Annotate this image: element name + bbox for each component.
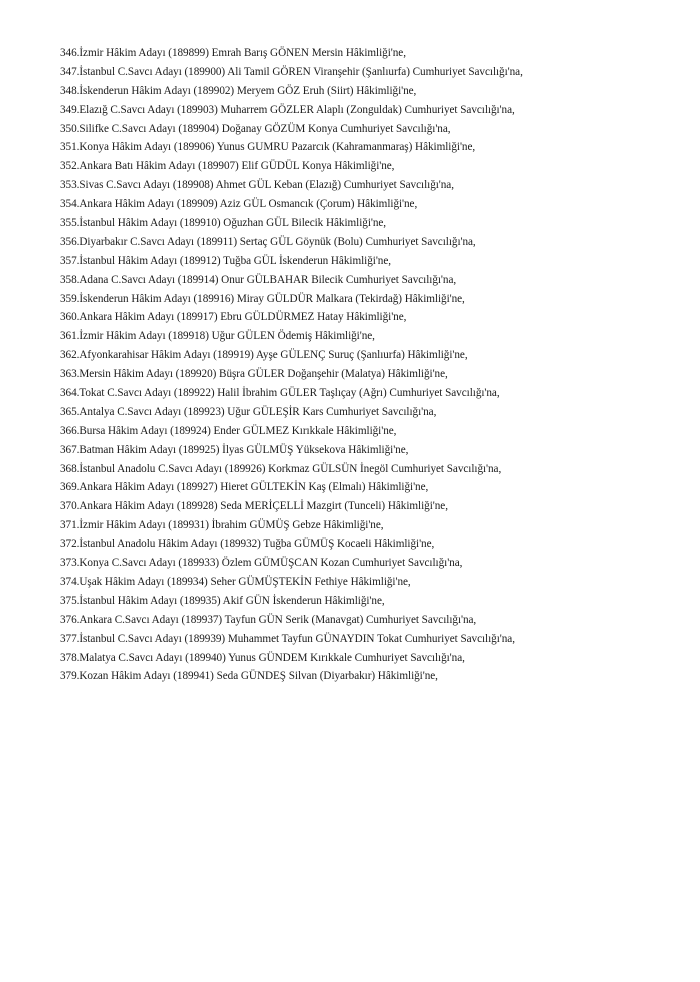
list-item: 370.Ankara Hâkim Adayı (189928) Seda MERİÇELLİ Mazgirt (Tunceli) Hâkimliği'ne, [60,500,448,513]
list-item: 373.Konya C.Savcı Adayı (189933) Özlem GÜMÜŞCAN Kozan Cumhuriyet Savcılığı'na, [60,557,463,570]
appointment-list [60,44,660,686]
list-item: 359.İskenderun Hâkim Adayı (189916) Miray GÜLDÜR Malkara (Tekirdağ) Hâkimliği'ne, [60,292,465,305]
list-item: 363.Mersin Hâkim Adayı (189920) Büşra GÜLER Doğanşehir (Malatya) Hâkimliği'ne, [60,368,448,381]
list-item: 349.Elazığ C.Savcı Adayı (189903) Muharrem GÖZLER Alaplı (Zonguldak) Cumhuriyet Savcılığı'na, [60,103,515,116]
list-item: 350.Silifke C.Savcı Adayı (189904) Doğanay GÖZÜM Konya Cumhuriyet Savcılığı'na, [60,122,451,135]
list-item: 357.İstanbul Hâkim Adayı (189912) Tuğba GÜL İskenderun Hâkimliği'ne, [60,254,391,267]
list-item: 369.Ankara Hâkim Adayı (189927) Hieret GÜLTEKİN Kaş (Elmalı) Hâkimliği'ne, [60,481,429,494]
list-item: 355.İstanbul Hâkim Adayı (189910) Oğuzhan GÜL Bilecik Hâkimliği'ne, [60,217,387,230]
list-item: 353.Sivas C.Savcı Adayı (189908) Ahmet GÜL Keban (Elazığ) Cumhuriyet Savcılığı'na, [60,179,454,192]
list-item: 348.İskenderun Hâkim Adayı (189902) Meryem GÖZ Eruh (Siirt) Hâkimliği'ne, [60,84,417,97]
list-item: 346.İzmir Hâkim Adayı (189899) Emrah Barış GÖNEN Mersin Hâkimliği'ne, [60,47,406,59]
list-item: 378.Malatya C.Savcı Adayı (189940) Yunus GÜNDEM Kırıkkale Cumhuriyet Savcılığı'na, [60,651,465,664]
list-item: 375.İstanbul Hâkim Adayı (189935) Akif GÜN İskenderun Hâkimliği'ne, [60,594,385,607]
list-item: 365.Antalya C.Savcı Adayı (189923) Uğur GÜLEŞİR Kars Cumhuriyet Savcılığı'na, [60,405,437,418]
list-item: 366.Bursa Hâkim Adayı (189924) Ender GÜLMEZ Kırıkkale Hâkimliği'ne, [60,424,397,437]
list-item: 358.Adana C.Savcı Adayı (189914) Onur GÜLBAHAR Bilecik Cumhuriyet Savcılığı'na, [60,273,457,286]
list-item: 372.İstanbul Anadolu Hâkim Adayı (189932) Tuğba GÜMÜŞ Kocaeli Hâkimliği'ne, [60,538,435,551]
list-item: 356.Diyarbakır C.Savcı Adayı (189911) Sertaç GÜL Göynük (Bolu) Cumhuriyet Savcılığı'na, [60,235,476,248]
list-item: 376.Ankara C.Savcı Adayı (189937) Tayfun GÜN Serik (Manavgat) Cumhuriyet Savcılığı'na, [60,613,477,626]
list-item: 374.Uşak Hâkim Adayı (189934) Seher GÜMÜŞTEKİN Fethiye Hâkimliği'ne, [60,575,411,588]
list-item: 377.İstanbul C.Savcı Adayı (189939) Muhammet Tayfun GÜNAYDIN Tokat Cumhuriyet Savcılığı'na, [60,632,515,645]
list-item: 354.Ankara Hâkim Adayı (189909) Aziz GÜL Osmancık (Çorum) Hâkimliği'ne, [60,198,418,211]
list-item: 379.Kozan Hâkim Adayı (189941) Seda GÜNDEŞ Silvan (Diyarbakır) Hâkimliği'ne, [60,670,438,683]
list-item: 371.İzmir Hâkim Adayı (189931) İbrahim GÜMÜŞ Gebze Hâkimliği'ne, [60,519,384,532]
list-item: 361.İzmir Hâkim Adayı (189918) Uğur GÜLEN Ödemiş Hâkimliği'ne, [60,330,375,343]
list-item: 367.Batman Hâkim Adayı (189925) İlyas GÜLMÜŞ Yüksekova Hâkimliği'ne, [60,443,409,456]
list-item: 364.Tokat C.Savcı Adayı (189922) Halil İbrahim GÜLER Taşlıçay (Ağrı) Cumhuriyet Savcılığı'na, [60,387,500,400]
list-item: 351.Konya Hâkim Adayı (189906) Yunus GUMRU Pazarcık (Kahramanmaraş) Hâkimliği'ne, [60,141,476,154]
list-item: 360.Ankara Hâkim Adayı (189917) Ebru GÜLDÜRMEZ Hatay Hâkimliği'ne, [60,311,407,324]
list-item: 352.Ankara Batı Hâkim Adayı (189907) Elif GÜDÜL Konya Hâkimliği'ne, [60,160,395,173]
list-item: 347.İstanbul C.Savcı Adayı (189900) Ali Tamil GÖREN Viranşehir (Şanlıurfa) Cumhuriyet Savcılığı'na, [60,65,523,78]
list-item: 362.Afyonkarahisar Hâkim Adayı (189919) Ayşe GÜLENÇ Suruç (Şanlıurfa) Hâkimliği'ne, [60,349,468,362]
list-item: 368.İstanbul Anadolu C.Savcı Adayı (189926) Korkmaz GÜLSÜN İnegöl Cumhuriyet Savcılığı'na, [60,462,502,475]
